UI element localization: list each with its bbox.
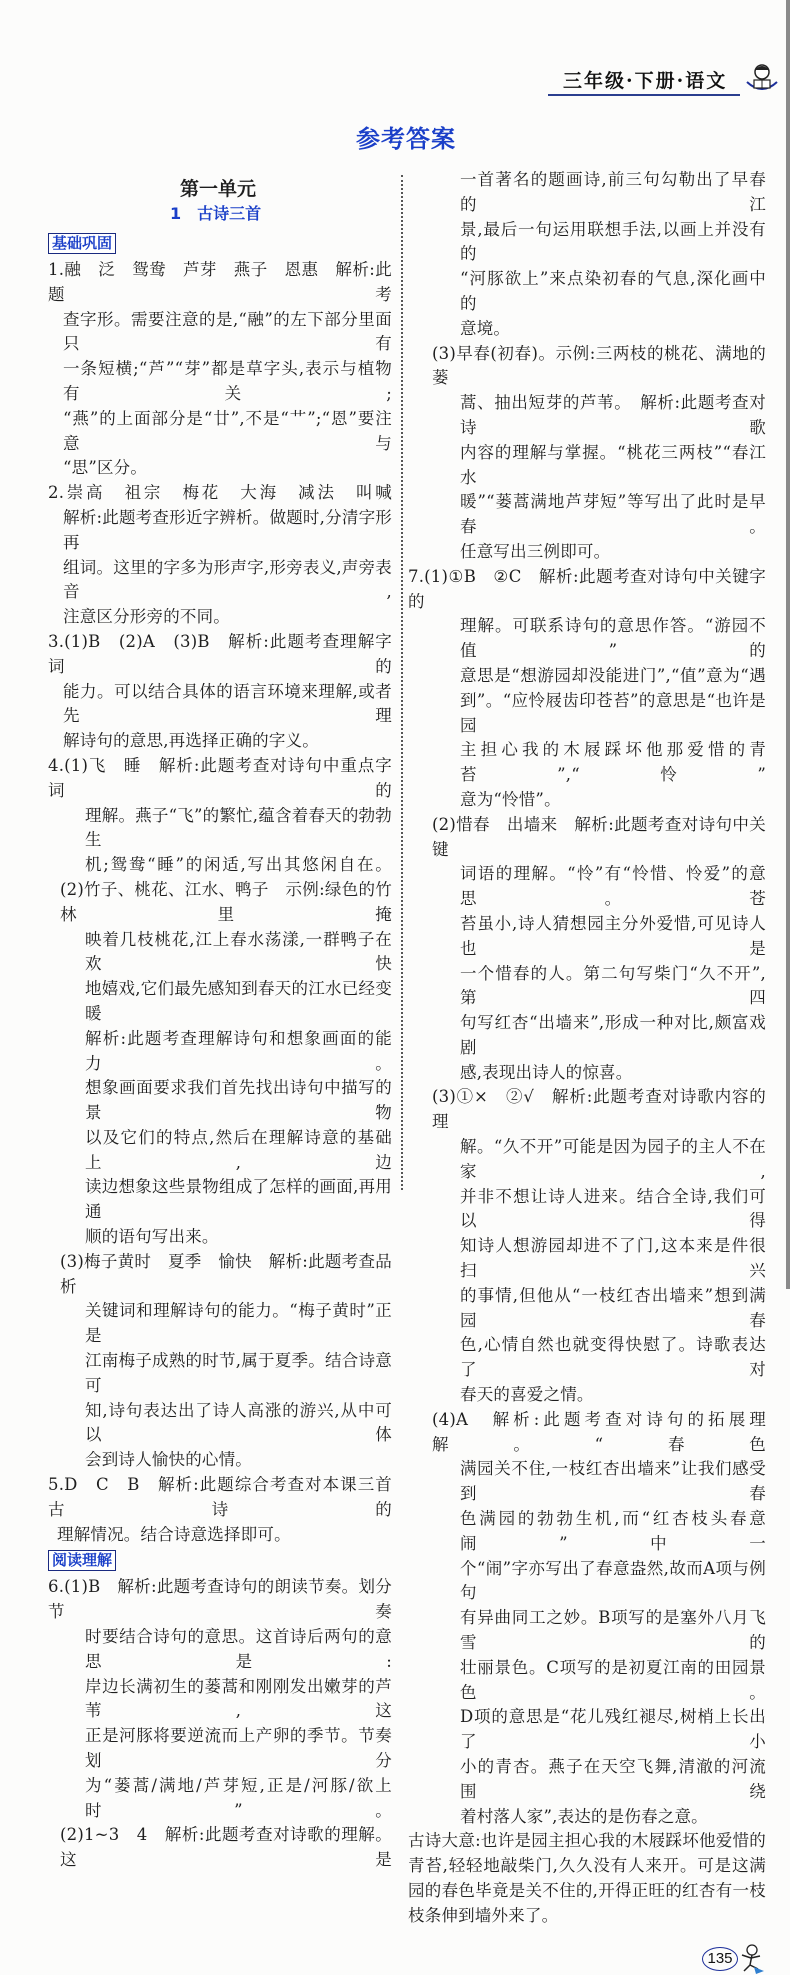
header-underline	[548, 94, 740, 96]
text-line: 蒿、抽出短芽的芦苇。 解析:此题考查对诗歌	[460, 393, 766, 437]
text-line: 注意区分形旁的不同。	[63, 607, 230, 627]
cartoon-runner-icon	[738, 1943, 766, 1975]
text-line: (4)A 解析:此题考查对诗句的拓展理解。“春色	[432, 1409, 766, 1454]
text-line: 为“蒌蒿/满地/芦芽短,正是/河豚/欲上时”。	[85, 1775, 392, 1820]
text-line: 组词。这里的字多为形声字,形旁表义,声旁表音,	[63, 557, 392, 602]
text-line: (2)惜春 出墙来 解析:此题考查对诗句中关键	[432, 814, 766, 859]
text-line: 地嬉戏,它们最先感知到春天的江水已经变暖	[85, 979, 392, 1023]
text-line: 理解。可联系诗句的意思作答。“游园不值”的	[460, 616, 766, 661]
section-label: 基础巩固	[48, 233, 116, 254]
text-line: “燕”的上面部分是“廿”,不是“艹”;“恩”要注意与	[63, 408, 392, 453]
text-line: 6.(1)B 解析:此题考查诗句的朗读节奏。划分节奏	[48, 1577, 392, 1622]
text-line: 理解情况。结合诗意选择即可。	[57, 1524, 291, 1544]
right-column-lines	[408, 168, 766, 1929]
text-line: 任意写出三例即可。	[460, 541, 611, 561]
text-line: “河豚欲上”来点染初春的气息,深化画中的	[460, 269, 766, 313]
text-line: 古诗大意:也许是园主担心我的木屐踩坏他爱惜的	[408, 1831, 766, 1851]
text-line: 内容的理解与掌握。“桃花三两枝”“春江水	[460, 442, 766, 487]
text-line: (3)早春(初春)。示例:三两枝的桃花、满地的蒌	[432, 343, 766, 388]
text-line: 想象画面要求我们首先找出诗句中描写的景物	[85, 1078, 392, 1123]
text-line: 到”。“应怜屐齿印苍苔”的意思是“也许是园	[460, 690, 766, 735]
text-line: 机;鸳鸯“睡”的闲适,写出其悠闲自在。	[85, 855, 392, 875]
text-line: 一个惜春的人。第二句写柴门“久不开”,第四	[460, 963, 766, 1008]
text-line: (3)梅子黄时 夏季 愉快 解析:此题考查品析	[60, 1251, 392, 1296]
text-line: 园的春色毕竟是关不住的,开得正旺的红杏有一枝	[408, 1880, 766, 1900]
page-number: 135	[702, 1947, 738, 1971]
text-line: 知,诗句表达出了诗人高涨的游兴,从中可以体	[85, 1400, 392, 1445]
text-line: 正是河豚将要逆流而上产卵的季节。节奏划分	[85, 1726, 392, 1771]
text-line: 意为“怜惜”。	[460, 789, 561, 809]
text-line: 着村落人家”,表达的是伤春之意。	[460, 1806, 708, 1826]
text-line: 景,最后一句运用联想手法,以画上并没有的	[460, 219, 766, 264]
right-column	[408, 168, 766, 1975]
text-line: 色,心情自然也就变得快慰了。诗歌表达了对	[460, 1335, 766, 1380]
text-line: 词语的理解。“怜”有“怜惜、怜爱”的意思。苍	[460, 864, 766, 909]
text-line: 查字形。需要注意的是,“融”的左下部分里面只有	[63, 309, 392, 354]
text-line: 江南梅子成熟的时节,属于夏季。结合诗意可	[85, 1351, 392, 1395]
text-line: 读边想象这些景物组成了怎样的画面,再用通	[85, 1177, 392, 1222]
text-line: 枝条伸到墙外来了。	[408, 1905, 559, 1925]
text-line: 解诗句的意思,再选择正确的字义。	[63, 731, 319, 751]
lesson-heading: 1 古诗三首	[170, 204, 262, 223]
text-line: 会到诗人愉快的心情。	[85, 1450, 252, 1470]
text-line: 并非不想让诗人进来。结合全诗,我们可以得	[460, 1186, 766, 1231]
page-number-row	[408, 1943, 766, 1975]
running-header: 三年级·下册·语文	[563, 70, 728, 92]
text-line: 小的青杏。燕子在天空飞舞,清澈的河流围绕	[460, 1757, 766, 1801]
text-line: 解析:此题考查形近字辨析。做题时,分清字形再	[63, 507, 392, 552]
text-line: 2.崇高 祖宗 梅花 大海 减法 叫喊	[48, 483, 392, 503]
text-line: 以及它们的特点,然后在理解诗意的基础上,边	[85, 1127, 392, 1172]
unit-heading: 第一单元	[180, 178, 257, 200]
text-line: 的事情,但他从“一枝红杏出墙来”想到满园春	[460, 1285, 766, 1330]
text-line: 意境。	[460, 318, 511, 338]
text-line: 映着几枝桃花,江上春水荡漾,一群鸭子在欢快	[85, 929, 392, 974]
text-line: 感,表现出诗人的惊喜。	[460, 1062, 633, 1082]
text-line: 理解。燕子“飞”的繁忙,蕴含着春天的勃勃生	[85, 805, 392, 850]
text-line: 色满园的勃勃生机,而“红杏枝头春意闹”中一	[460, 1509, 766, 1553]
boy-reading-icon	[745, 62, 779, 94]
text-line: 4.(1)飞 睡 解析:此题考查对诗句中重点字词的	[48, 755, 392, 800]
section-label-row	[46, 230, 392, 258]
text-line: 5.D C B 解析:此题综合考查对本课三首古诗的	[48, 1475, 392, 1519]
text-line: 关键词和理解诗句的能力。“梅子黄时”正是	[85, 1301, 392, 1346]
column-divider	[401, 175, 403, 1190]
text-line: D项的意思是“花儿残红褪尽,树梢上长出了小	[460, 1707, 766, 1752]
text-line: 岸边长满初生的蒌蒿和刚刚发出嫩芽的芦苇,这	[85, 1676, 392, 1721]
text-line: 3.(1)B (2)A (3)B 解析:此题考查理解字词的	[48, 631, 392, 676]
left-column	[46, 230, 392, 1873]
section-label: 阅读理解	[48, 1550, 116, 1571]
page-edge	[786, 0, 790, 1289]
text-line: 壮丽景色。C项写的是初夏江南的田园景色。	[460, 1657, 766, 1702]
text-line: 主担心我的木屐踩坏他那爱惜的青苔”,“怜”	[460, 740, 766, 785]
text-line: 时要结合诗句的意思。这首诗后两句的意思是:	[85, 1627, 392, 1671]
text-line: 顺的语句写出来。	[85, 1227, 219, 1247]
text-line: 解。“久不开”可能是因为园子的主人不在家,	[460, 1137, 766, 1181]
text-line: “思”区分。	[63, 458, 148, 478]
text-line: 满园关不住,一枝红杏出墙来”让我们感受到春	[460, 1459, 766, 1504]
text-line: 能力。可以结合具体的语言环境来理解,或者先理	[63, 681, 392, 726]
text-line: 个“闹”字亦写出了春意盎然,故而A项与例句	[460, 1558, 766, 1603]
text-line: 句写红杏“出墙来”,形成一种对比,颇富戏剧	[460, 1013, 766, 1057]
text-line: 知诗人想游园却进不了门,这本来是件很扫兴	[460, 1236, 766, 1281]
text-line: 一首著名的题画诗,前三句勾勒出了早春的江	[460, 170, 766, 214]
text-line: 暖”“蒌蒿满地芦芽短”等写出了此时是早春。	[460, 492, 766, 537]
text-line: (3)①× ②√ 解析:此题考查对诗歌内容的理	[432, 1087, 766, 1132]
text-line: 有异曲同工之妙。B项写的是塞外八月飞雪的	[460, 1608, 766, 1653]
text-line: 青苔,轻轻地敲柴门,久久没有人来开。可是这满	[408, 1856, 766, 1876]
page-title: 参考答案	[356, 125, 456, 153]
text-line: (2)竹子、桃花、江水、鸭子 示例:绿色的竹林里掩	[60, 879, 392, 924]
text-line: 1.融 泛 鸳鸯 芦芽 燕子 恩惠 解析:此题考	[48, 260, 392, 304]
text-line: 苔虽小,诗人猜想园主分外爱惜,可见诗人也是	[460, 913, 766, 958]
text-line: 解析:此题考查理解诗句和想象画面的能力。	[85, 1028, 392, 1073]
text-line: 一条短横;“芦”“芽”都是草字头,表示与植物有关;	[63, 359, 392, 403]
text-line: 春天的喜爱之情。	[460, 1385, 594, 1405]
text-line: 意思是“想游园却没能进门”,“值”意为“遇	[460, 665, 766, 685]
text-line: 7.(1)①B ②C 解析:此题考查对诗句中关键字的	[408, 566, 766, 611]
section-label-row	[46, 1547, 392, 1575]
text-line: (2)1~3 4 解析:此题考查对诗歌的理解。这是	[60, 1825, 392, 1870]
